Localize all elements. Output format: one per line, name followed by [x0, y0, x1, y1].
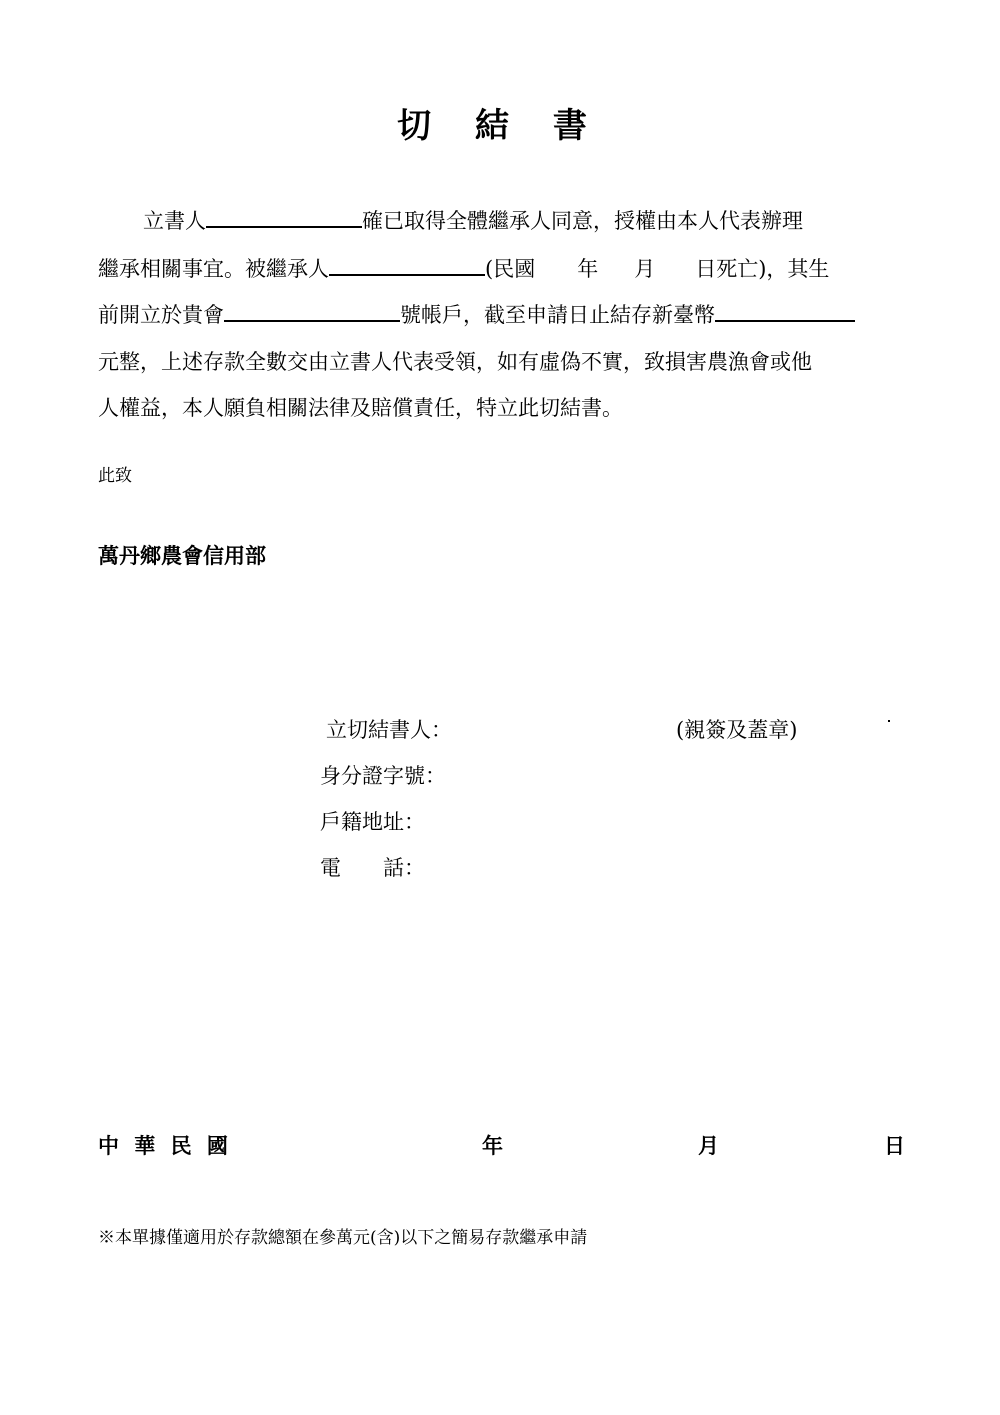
id-number-label: 身分證字號： — [320, 764, 446, 788]
para-line-2 — [98, 254, 829, 283]
address-label: 戶籍地址： — [320, 810, 425, 834]
salutation: 此致 — [98, 466, 132, 486]
stray-dot — [888, 720, 890, 722]
balance-text: 號帳戶，截至申請日止結存新臺幣 — [400, 303, 715, 327]
para-line-5: 人權益，本人願負相關法律及賠償責任，特立此切結書。 — [98, 396, 623, 420]
para-line-3 — [98, 300, 855, 329]
signer-note: (親簽及蓋章) — [676, 718, 798, 742]
footnote: ※本單據僅適用於存款總額在參萬元(含)以下之簡易存款繼承申請 — [98, 1228, 588, 1248]
amount-blank[interactable] — [715, 300, 855, 322]
para-line-1 — [143, 206, 803, 235]
date-year: 年 — [482, 1133, 503, 1158]
account-number-blank[interactable] — [224, 300, 400, 322]
consent-text: 確已取得全體繼承人同意，授權由本人代表辦理 — [362, 209, 803, 233]
signer-prefix: 立書人 — [143, 209, 206, 233]
signer-name-blank[interactable] — [206, 206, 362, 228]
date-era: 中 華 民 國 — [98, 1133, 232, 1158]
para-line-4: 元整，上述存款全數交由立書人代表受領，如有虛偽不實，致損害農漁會或他 — [98, 350, 812, 374]
decedent-name-blank[interactable] — [329, 254, 485, 276]
page-title: 切 結 書 — [397, 106, 603, 146]
signer-label: 立切結書人： — [326, 718, 452, 742]
account-prefix: 前開立於貴會 — [98, 303, 224, 327]
inheritance-text: 繼承相關事宜。被繼承人 — [98, 257, 329, 281]
year-text: 年 — [577, 257, 599, 281]
recipient: 萬丹鄉農會信用部 — [98, 543, 266, 568]
month-text: 月 — [634, 257, 656, 281]
roc-era-text: (民國 — [485, 257, 536, 281]
date-day: 日 — [884, 1133, 905, 1158]
death-day-text: 日死亡)，其生 — [695, 257, 830, 281]
date-month: 月 — [698, 1133, 719, 1158]
phone-label: 電 話： — [320, 856, 425, 880]
